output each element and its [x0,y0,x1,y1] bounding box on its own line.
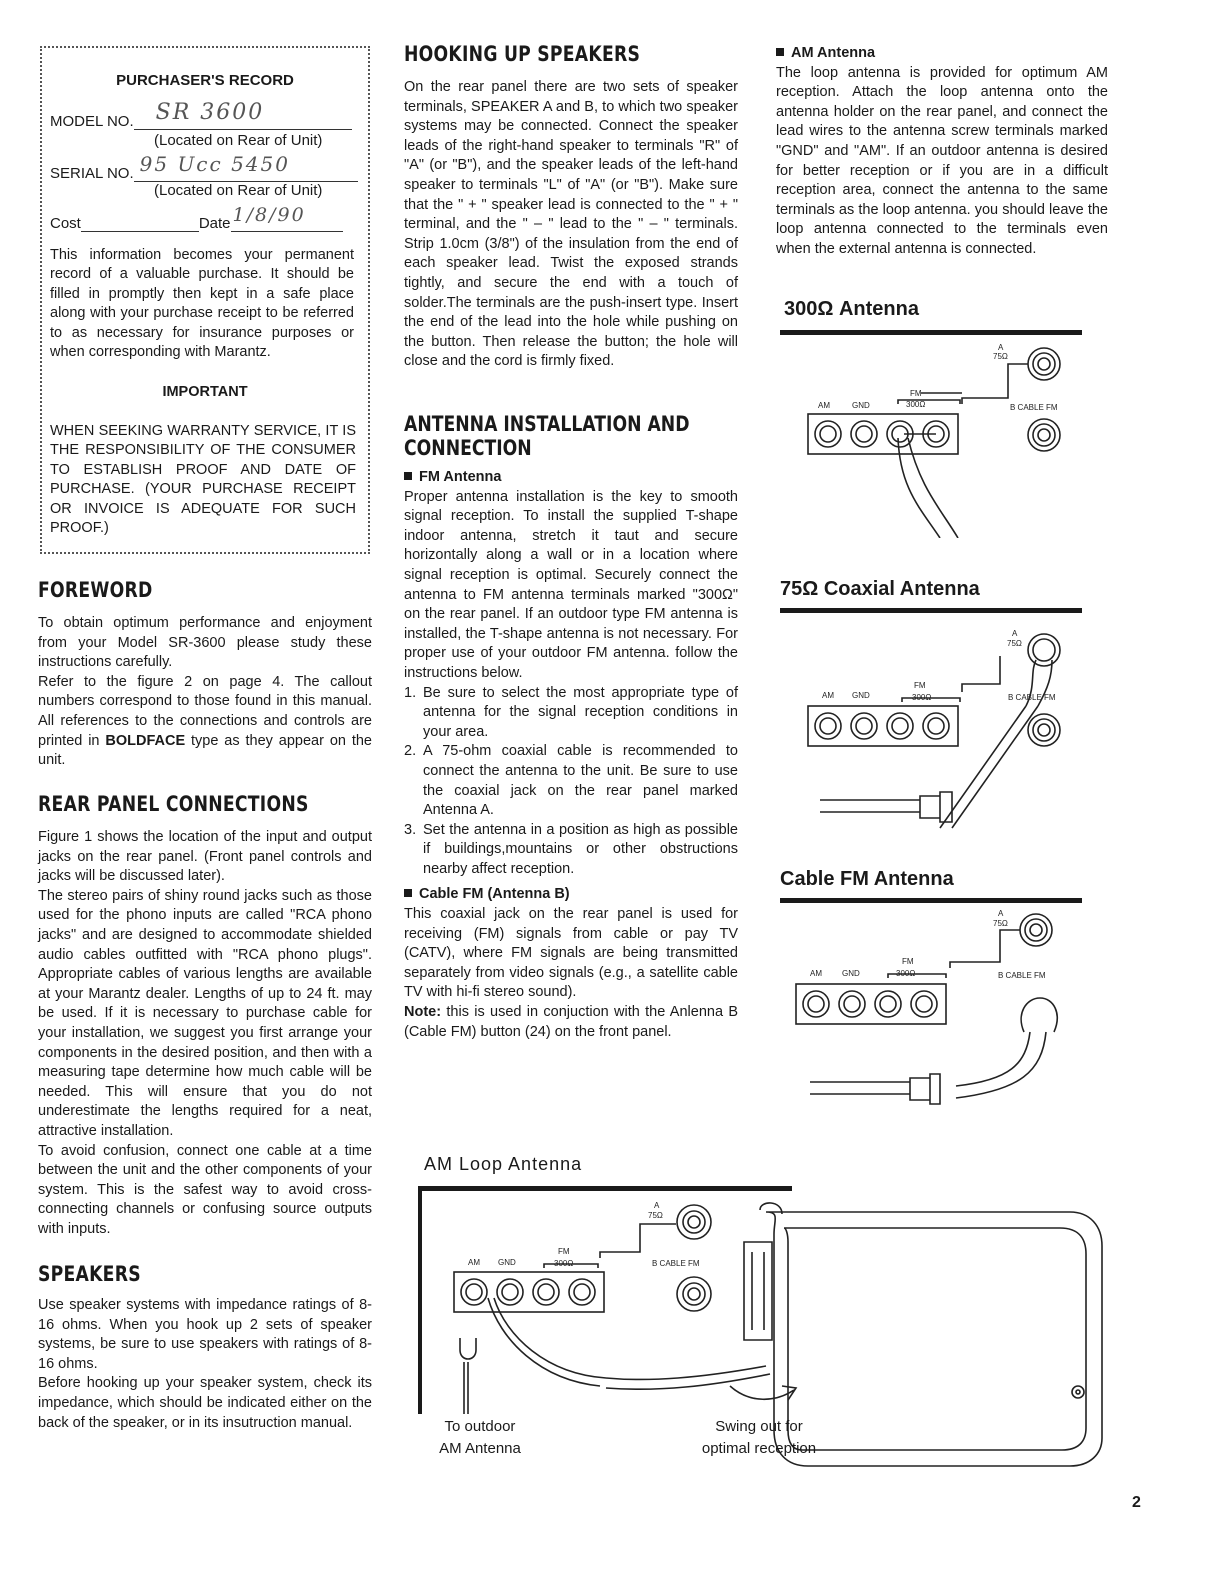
antenna-title-line1: ANTENNA INSTALLATION AND [404,412,690,436]
coax-plug [820,792,952,822]
jack-a [677,1205,711,1239]
date-label: Date [198,215,231,232]
svg-text:FM: FM [914,681,926,690]
screw-terminals [815,713,949,739]
screw-terminals [803,991,937,1017]
svg-text:B CABLE FM: B CABLE FM [1008,693,1056,702]
am-section [776,44,1108,260]
rear-panel-p3: To avoid confusion, connect one cable at a time between the unit and the other components of your system. This is the safest way to avoid cross-connecting channels or confusing source outputs with inputs. [38,1142,372,1237]
spade-lug [460,1338,476,1414]
label-b-cable: B CABLE FM [1010,403,1058,412]
svg-text:A: A [654,1201,660,1210]
serial-note: (Located on Rear of Unit) [154,182,323,199]
diagram-75-title: 75Ω Coaxial Antenna [780,578,980,600]
antenna-title-line2: CONNECTION [404,436,532,460]
diagram-cable-bar [780,898,1082,903]
terminal-block [796,984,946,1024]
antenna-holder [744,1242,772,1340]
coax-plug [810,1074,940,1104]
svg-text:AM: AM [468,1258,480,1267]
foreword-p2: Refer to the figure 2 on page 4. The callout numbers correspond to those found in this manual. All references to the connections and controls are printed in BOLDFACE type as they appear on the unit. [38,673,372,769]
svg-text:75Ω: 75Ω [993,919,1008,928]
purchasers-record-box [40,46,370,554]
fm-step: 2. A 75-ohm coaxial cable is recommended to connect the antenna to the unit. Be sure to use the coaxial jack on the rear panel marked Antenna A. [404,743,738,819]
label-300: 300Ω [906,400,926,409]
screw-terminals [461,1279,595,1305]
jack-b [677,1277,711,1311]
label-fm: FM [910,389,922,398]
am-loop-title: AM Loop Antenna [424,1154,583,1174]
svg-text:AM: AM [810,969,822,978]
diagram-300-title: 300Ω Antenna [784,298,919,320]
svg-text:300Ω: 300Ω [554,1259,574,1268]
page-number: 2 [1132,1494,1141,1511]
cost-label: Cost [50,215,81,232]
am-p1: The loop antenna is provided for optimum AM reception. Attach the loop antenna onto the antenna holder on the rear panel, and connect the lead wires to the antenna screw terminals marked "GND" and "AM". If an outdoor antenna is desired for better reception or if you are in a difficult reception area, connect the antenna to the same terminals as the loop antenna. you should leave the loop antenna connected to the terminals even when the external antenna is connected. [776,64,1108,257]
rear-panel-p1: Figure 1 shows the location of the input and output jacks on the rear panel. (Front panel controls and jacks will be discussed later). [38,829,372,885]
rear-panel-p2: The stereo pairs of shiny round jacks such as those used for the phono inputs are called "RCA phono jacks" and are designed to accommodate shielded audio cables outfitted with "RCA phono plugs". Appropriate cables of various lengths are available at your Marantz dealer. Lengths of up to 24 ft. may be used. If it is necessary to purchase cable for your installation, we suggest you first arrange your components in the desired position, and then with a measuring tape determine how much cable will be needed. This will ensure that you do not underestimate the lengths required for a neat, attractive installation. [38,887,372,1139]
speakers-p2: Before hooking up your speaker system, check its impedance, which should be indicated either on the back of the speaker, or in its insutruction manual. [38,1375,372,1431]
svg-text:300Ω: 300Ω [912,693,932,702]
diagram-75-bar [780,608,1082,613]
important-title: IMPORTANT [162,384,248,400]
svg-text:A: A [998,909,1004,918]
date-value: 1/8/90 [232,204,306,226]
terminal-block [808,706,958,746]
model-value: SR 3600 [155,100,265,125]
model-label: MODEL NO. [50,113,134,130]
serial-label: SERIAL NO. [50,165,134,182]
label-am: AM [818,401,830,410]
important-text: WHEN SEEKING WARRANTY SERVICE, IT IS THE RESPONSIBILITY OF THE CONSUMER TO ESTABLISH PROOF AND DATE OF PURCHASE. (YOUR PURCHASE RECEIPT OR INVOICE IS ADEQUATE FOR SUCH PROOF.) [50,423,356,537]
svg-text:AM: AM [822,691,834,700]
fm-steps [404,684,738,880]
fm-section [404,468,738,1042]
am-antenna-title: AM Antenna [776,44,1108,64]
rear-panel-title: REAR PANEL CONNECTIONS [38,792,309,816]
svg-text:300Ω: 300Ω [896,969,916,978]
svg-text:FM: FM [558,1247,570,1256]
speakers-title: SPEAKERS [38,1262,141,1286]
hooking-text: On the rear panel there are two sets of speaker terminals, SPEAKER A and B, to which two speaker systems may be connected. Connect the speaker leads of the right-hand speaker to terminals "R" of "A" (or "B"), and the speaker leads of the left-hand speaker to terminals "L" of "A" (or "B"). Make sure that the " + " speaker lead is connected to the " + " terminal, and the " – " lead to the " – " terminals. Strip 1.0cm (3/8") of the insulation from the end of each speaker lead. Twist the exposed strands tightly, and secure the end with a touch of solder.The terminals are the push-insert type. Insert the end of the lead into the hole while pushing on the button. Then release the button; the hole will close and the cord is firmly fixed. [404,79,738,370]
svg-text:75Ω: 75Ω [1007,639,1022,648]
svg-text:B CABLE FM: B CABLE FM [652,1259,700,1268]
record-title: PURCHASER'S RECORD [116,72,294,89]
svg-text:GND: GND [852,691,870,700]
speakers-p1: Use speaker systems with impedance ratings of 8-16 ohms. When you hook up 2 sets of speaker systems, be sure to use speakers with ratings of 8-16 ohms. [38,1297,372,1372]
serial-row [50,152,366,182]
foreword-text [38,614,372,771]
diagram-cable-fm [790,904,1090,1114]
model-row [50,100,360,130]
caption-outdoor: To outdoor AM Antenna [439,1418,521,1457]
svg-text:75Ω: 75Ω [648,1211,663,1220]
fm-step: 1. Be sure to select the most appropriate type of antenna for the signal reception conditions in your area. [404,684,738,740]
diagram-cable-title: Cable FM Antenna [780,868,954,890]
speakers-text [38,1296,372,1433]
foreword-title: FOREWORD [38,578,153,602]
serial-value: 95 Ucc 5450 [139,152,290,176]
caption-swing: Swing out for optimal reception [701,1418,817,1457]
swing-arrow [730,1386,796,1400]
fm-p1: Proper antenna installation is the key to smooth signal reception. To install the supplied T-shape indoor antenna, stretch it taut and secure horizontally along a wall or in a location where signal reception is optimal. Securely connect the antenna to FM antenna terminals marked "300Ω" on the rear panel. If an outdoor type FM antenna is installed, the T-shape antenna is not necessary. For proper use of your outdoor FM antenna. follow the instructions below. [404,488,738,681]
svg-text:FM: FM [902,957,914,966]
svg-text:B CABLE FM: B CABLE FM [998,971,1046,980]
diagram-75-ohm [790,616,1090,846]
antenna-title [404,412,690,460]
svg-text:A: A [1012,629,1018,638]
fm-antenna-title: FM Antenna [404,468,738,488]
label-75: 75Ω [993,352,1008,361]
rear-panel-text [38,828,372,1239]
model-note: (Located on Rear of Unit) [154,132,323,149]
foreword-p1: To obtain optimum performance and enjoyment from your Model SR-3600 please study these instructions carefully. [38,615,372,671]
cable-fm-p1: This coaxial jack on the rear panel is used for receiving (FM) signals from cable or pay TV (CATV), where FM signals are being transmitted separately from video signals (e.g., a satellite cable TV with hi-fi stereo sound). [404,906,738,1001]
cable-fm-note: Note: this is used in conjuction with the Anlenna B (Cable FM) button (24) on the front panel. [404,1004,738,1040]
svg-text:GND: GND [498,1258,516,1267]
diagram-300-ohm [790,338,1090,538]
fm-step: 3. Set the antenna in a position as high as possible if buildings,mountains or other obstructions nearby affect reception. [404,821,738,877]
record-info: This information becomes your permanent record of a valuable purchase. It should be filled in promptly then kept in a safe place along with your purchase receipt to be referred to as necessary for insurance purposes or when corresponding with Marantz. [50,247,354,361]
hooking-title: HOOKING UP SPEAKERS [404,42,641,66]
cost-date-row [50,204,366,232]
terminal-block [454,1272,604,1312]
cable-fm-title: Cable FM (Antenna B) [404,885,738,905]
am-loop-bar-v [418,1186,422,1414]
svg-text:GND: GND [842,969,860,978]
label-a: A [998,343,1004,352]
label-gnd: GND [852,401,870,410]
diagram-300-bar [780,330,1082,335]
